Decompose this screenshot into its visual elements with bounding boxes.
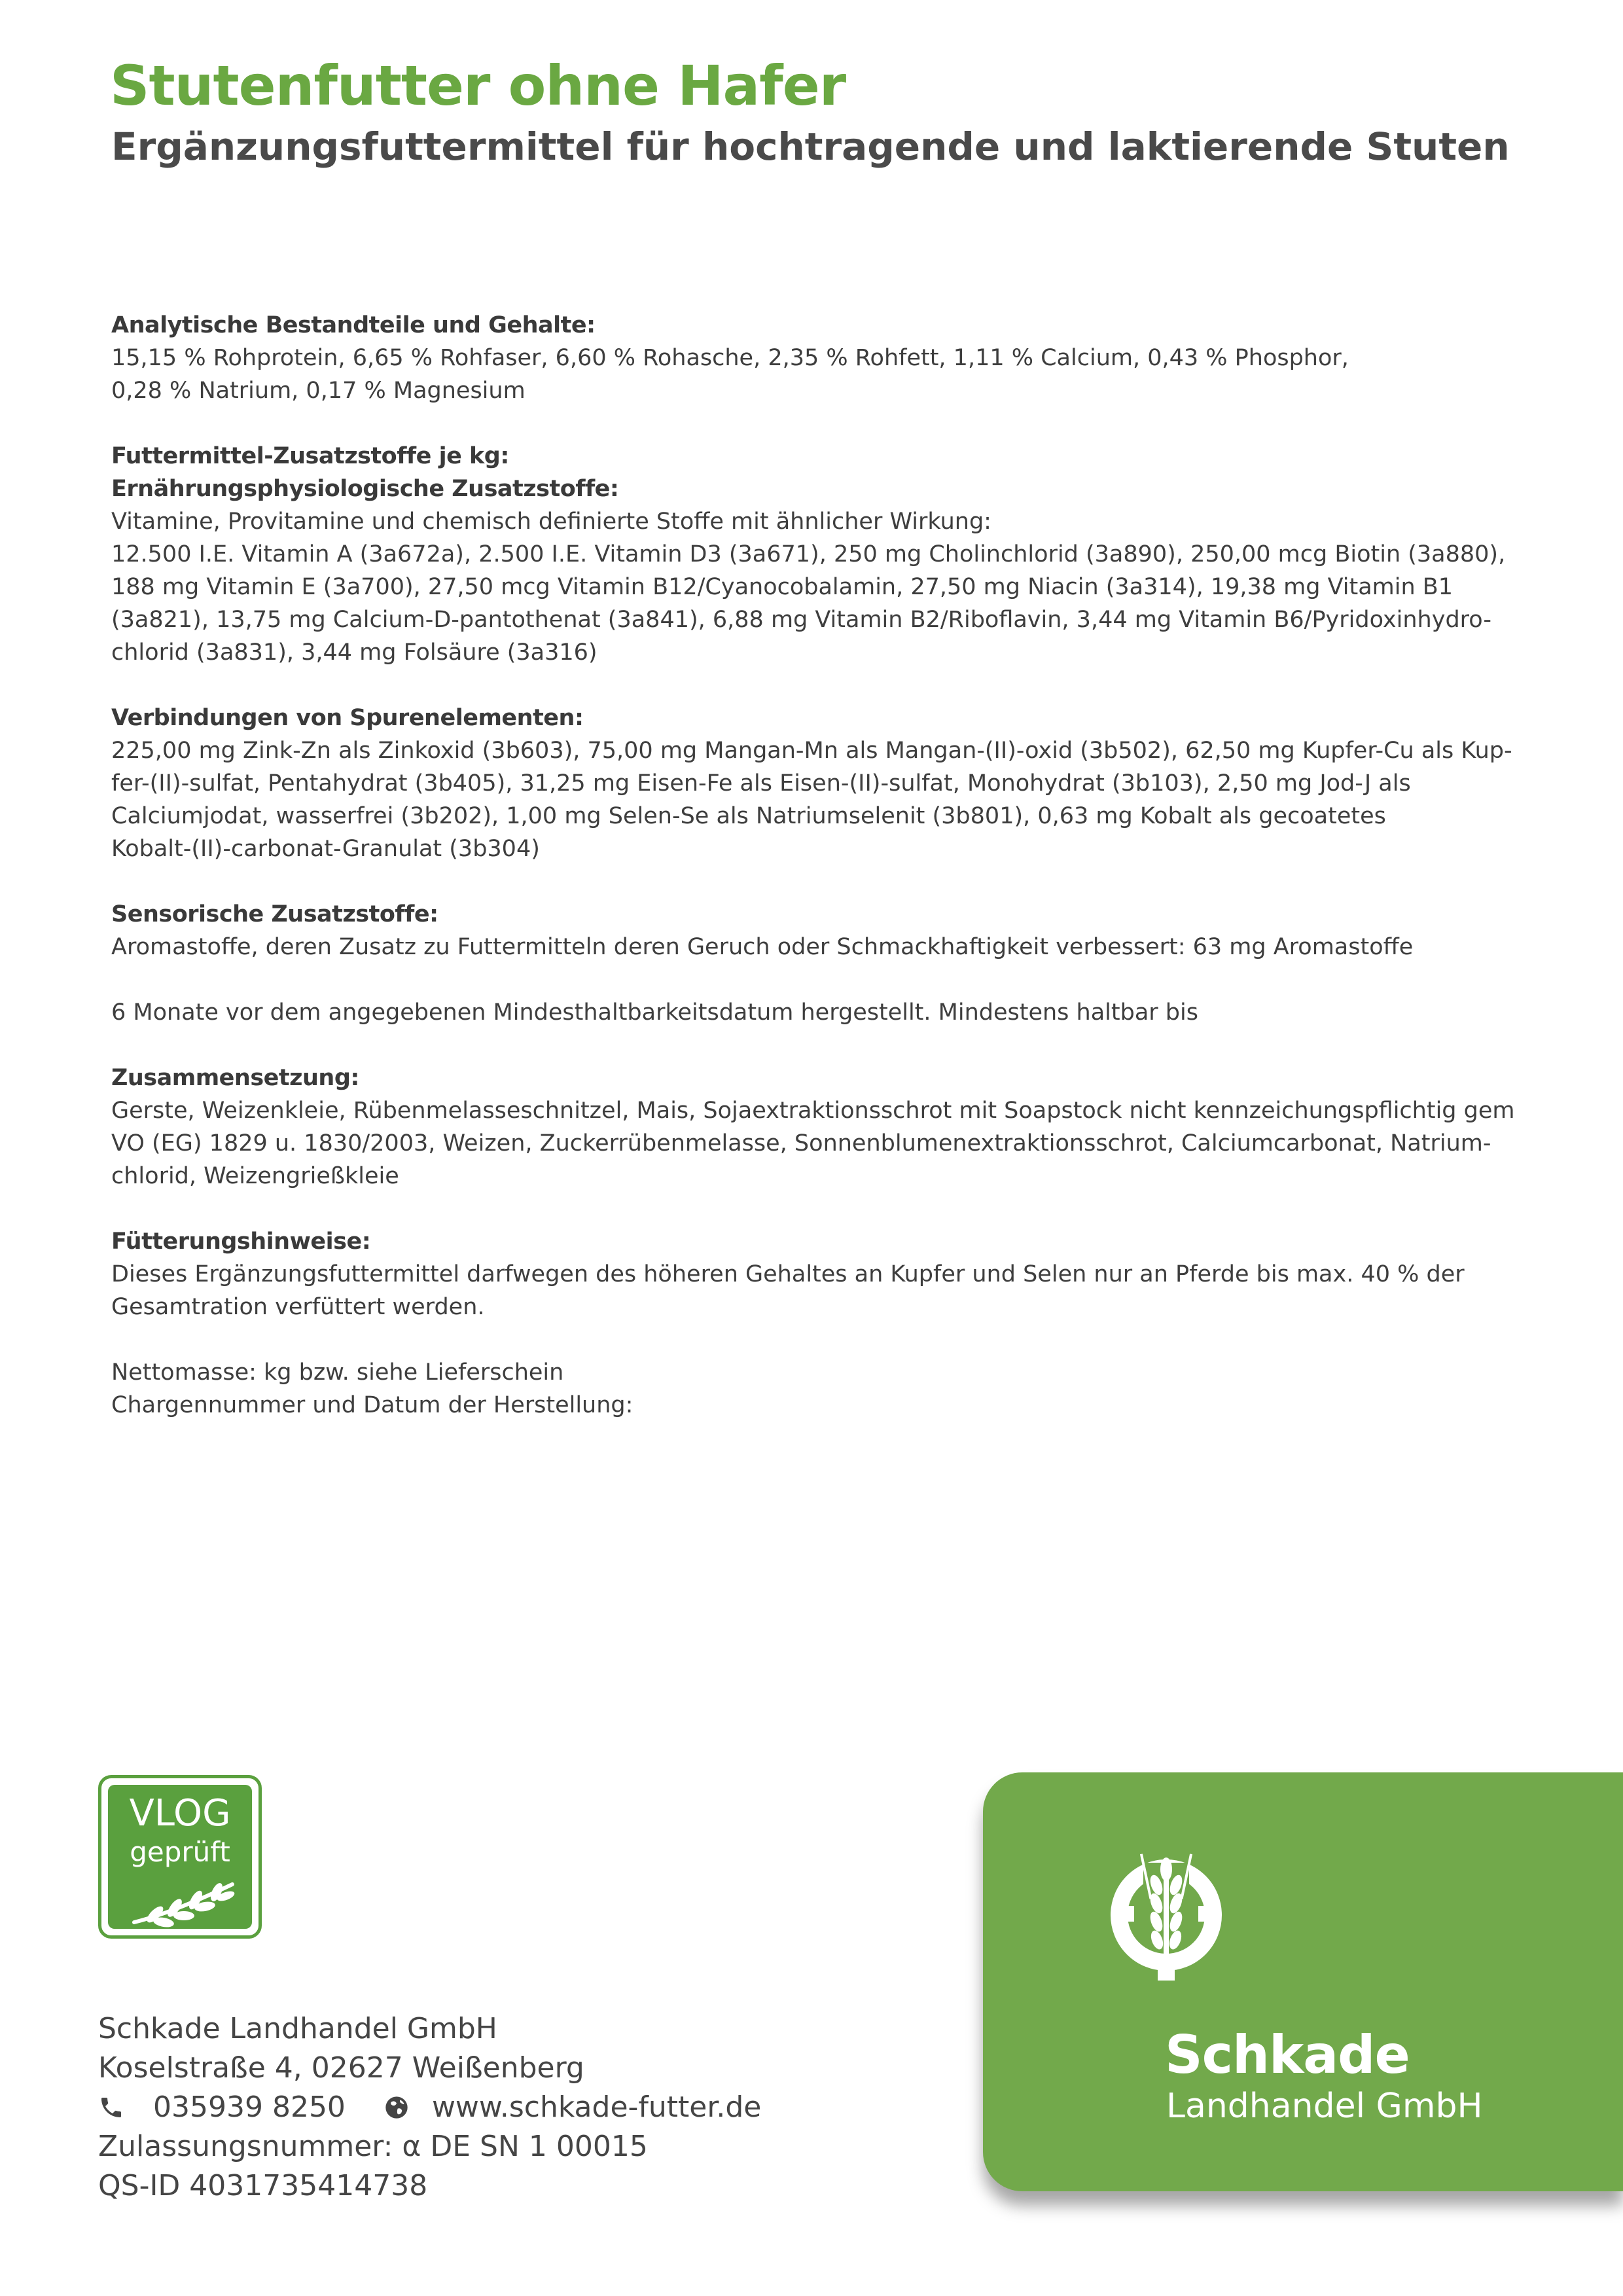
additives-line: chlorid (3a831), 3,44 mg Folsäure (3a316) [111,639,597,666]
trace-line: Calciumjodat, wasserfrei (3b202), 1,00 mg Selen-Se als Natriumselenit (3b801), 0,63 mg Kobalt als gecoatetes [111,803,1386,829]
composition-line: chlorid, Weizengrießkleie [111,1163,399,1189]
contact-line [98,2088,761,2127]
analytic-line: 15,15 % Rohprotein, 6,65 % Rohfaser, 6,60 % Rohasche, 2,35 % Rohfett, 1,11 % Calcium, 0,43 % Phosphor, [111,345,1349,371]
company-street: Koselstraße 4, 02627 Weißenberg [98,2051,584,2085]
batch-text: Chargennummer und Datum der Herstellung: [111,1392,633,1418]
approval-number: Zulassungsnummer: α DE SN 1 00015 [98,2130,648,2163]
feeding-heading: Fütterungshinweise: [111,1229,371,1255]
trace-line: 225,00 mg Zink-Zn als Zinkoxid (3b603), 75,00 mg Mangan-Mn als Mangan-(II)-oxid (3b502), 62,50 mg Kupfer-Cu als Kup- [111,738,1512,764]
phone-icon [98,2094,124,2121]
composition-heading: Zusammensetzung: [111,1065,359,1091]
website-link[interactable]: www.schkade-futter.de [431,2090,762,2124]
page-subtitle: Ergänzungsfuttermittel für hochtragende und laktierende Stuten [111,124,1510,169]
net-mass-text: Nettomasse: kg bzw. siehe Lieferschein [111,1359,564,1386]
composition-line: VO (EG) 1829 u. 1830/2003, Weizen, Zuckerrübenmelasse, Sonnenblumenextraktionsschrot, Calciumcarbonat, Natrium- [111,1130,1491,1157]
brand-name: Schkade [1165,2024,1410,2085]
shelf-life-text: 6 Monate vor dem angegebenen Mindesthaltbarkeitsdatum hergestellt. Mindestens haltbar bis [111,999,1198,1026]
additives-line: 188 mg Vitamin E (3a700), 27,50 mcg Vitamin B12/Cyanocobalamin, 27,50 mg Niacin (3a314), 19,38 mg Vitamin B1 [111,574,1454,600]
trace-line: fer-(II)-sulfat, Pentahydrat (3b405), 31,25 mg Eisen-Fe als Eisen-(II)-sulfat, Monohydrat (3b103), 2,50 mg Jod-J als [111,770,1411,797]
wheat-leaf-icon [128,1876,239,1929]
analytic-heading: Analytische Bestandteile und Gehalte: [111,312,596,338]
company-address [98,2009,761,2206]
feeding-section [111,1225,1538,1323]
shelf-life-section [111,996,1538,1029]
trace-heading: Verbindungen von Spurenelementen: [111,705,584,731]
vlog-badge [98,1775,262,1939]
trace-line: Kobalt-(II)-carbonat-Granulat (3b304) [111,836,540,862]
analytic-line: 0,28 % Natrium, 0,17 % Magnesium [111,378,526,404]
feeding-line: Gesamtration verfüttert werden. [111,1294,485,1320]
additives-subheading: Ernährungsphysiologische Zusatzstoffe: [111,476,619,502]
trace-section [111,702,1538,865]
additives-heading: Futtermittel-Zusatzstoffe je kg: [111,443,509,469]
analytic-section [111,309,1538,407]
sensory-line: Aromastoffe, deren Zusatz zu Futtermitteln deren Geruch oder Schmackhaftigkeit verbessert: 63 mg Aromastoffe [111,934,1414,960]
gear-wheat-logo-icon [1104,1850,1228,1987]
additives-line: 12.500 I.E. Vitamin A (3a672a), 2.500 I.E. Vitamin D3 (3a671), 250 mg Cholinchlorid (3a890), 250,00 mcg Biotin (3a880), [111,541,1506,567]
vlog-label: VLOG [129,1792,231,1835]
composition-line: Gerste, Weizenkleie, Rübenmelasseschnitzel, Mais, Sojaextraktionsschrot mit Soapstock nicht kennzeichungspflichtig gem [111,1098,1515,1124]
feeding-line: Dieses Ergänzungsfuttermittel darfwegen des höheren Gehaltes an Kupfer und Selen nur an Pferde bis max. 40 % der [111,1261,1465,1287]
phone-number[interactable]: 035939 8250 [153,2090,346,2124]
product-info [111,309,1538,1422]
additives-section [111,440,1538,669]
qs-id: QS-ID 4031735414738 [98,2169,428,2202]
additives-line: Vitamine, Provitamine und chemisch definierte Stoffe mit ähnlicher Wirkung: [111,509,991,535]
page-title: Stutenfutter ohne Hafer [110,54,846,118]
brand-subtitle: Landhandel GmbH [1166,2087,1483,2126]
brand-panel [983,1772,1623,2191]
net-section [111,1356,1538,1422]
globe-icon [383,2094,410,2121]
additives-line: (3a821), 13,75 mg Calcium-D-pantothenat (3a841), 6,88 mg Vitamin B2/Riboflavin, 3,44 mg Vitamin B6/Pyridoxinhydro- [111,607,1491,633]
sensory-section [111,898,1538,963]
vlog-badge-inner [108,1785,252,1929]
composition-section [111,1062,1538,1193]
vlog-sublabel: geprüft [130,1836,230,1868]
company-name: Schkade Landhandel GmbH [98,2012,497,2045]
sensory-heading: Sensorische Zusatzstoffe: [111,901,438,927]
